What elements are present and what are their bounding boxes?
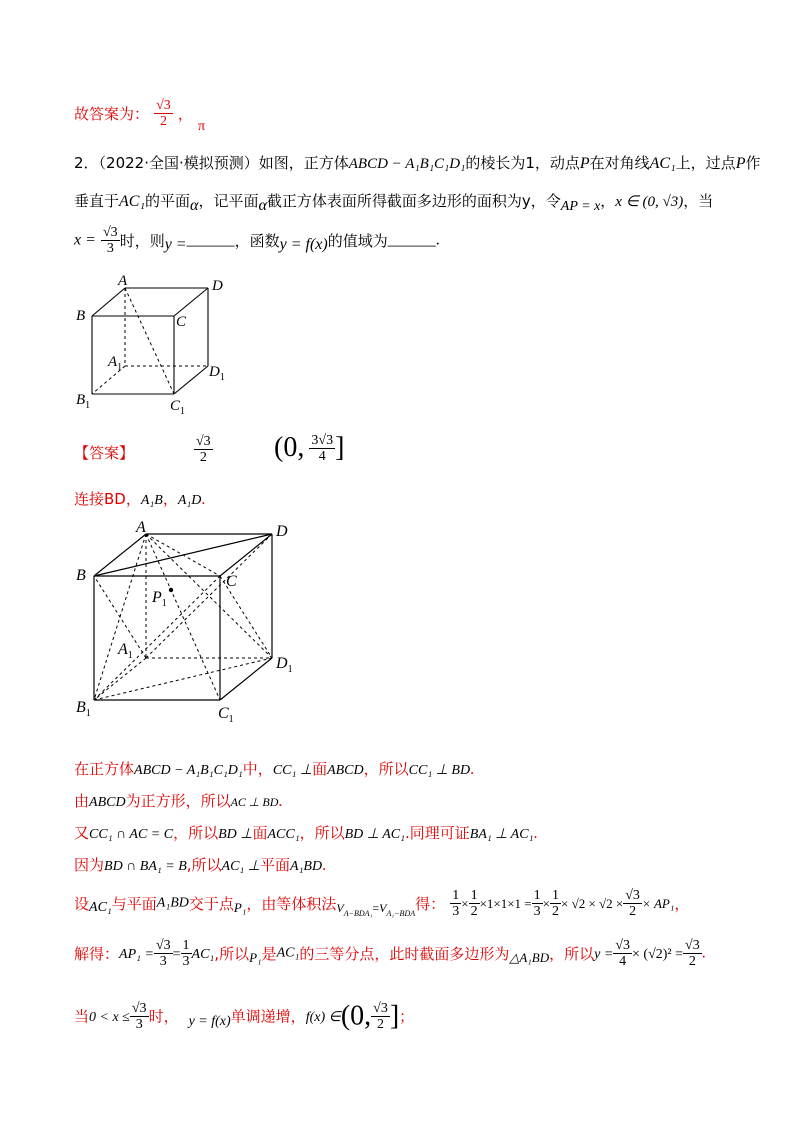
label-B1: $B_1$ [76,699,91,719]
label-C1: $C_1$ [218,705,234,725]
solution-line-7: 当0 < x ≤ $\frac{√3}{3}$ 时， y = f(x)单调递增，f(x) ∈(0, $\frac{√3}{2}$ ]； [74,1000,415,1032]
problem-line-1: 2．（2022·全国·模拟预测）如图，正方体ABCD − A₁B₁C₁D₁的棱长为1，动点P在对角线AC₁上，过点P作 [74,154,761,172]
solution-line-5: 设AC₁与平面A₁BD交于点$_{P_1}$，由等体积法$V_{A-BDA_1}=V_{A_1-BDA}$得： $\frac{1}{3}$ × $\frac{1}{2}$ ×1×1×1 = $\frac{1}{3}$ × $\frac{1}{2}$ × √2 × √2 × $\frac{√3}{2}$ × AP₁， [74,888,690,919]
answer-recap-prefix: 故答案为： [74,105,150,123]
solution-line-3: 又CC₁ ∩ AC = C，所以BD ⊥面ACC₁，所以BD ⊥ AC₁.同理可证BA₁ ⊥ AC₁. [74,824,538,842]
solution-line-4: 因为BD ∩ BA₁ = B,所以AC₁ ⊥平面A₁BD. [74,856,327,874]
volume-computation: $\frac{1}{3}$ × $\frac{1}{2}$ ×1×1×1 = $\frac{1}{3}$ × $\frac{1}{2}$ × √2 × √2 × $\frac{√3}{2}$ × AP₁ [452,888,675,919]
edge-CD [174,288,208,316]
label-A: A [118,273,128,289]
label-D: D [212,278,223,294]
edge-AB [92,288,125,316]
answer-line [74,432,374,472]
label-A: A [136,519,146,536]
cube-figure-2 [70,518,310,728]
answer-recap-fraction: $\frac{√3}{2}$ [156,98,171,129]
label-B1: $B_1$ [76,392,91,411]
solution-line-6: 解得：AP₁ = $\frac{√3}{3}$ = $\frac{1}{3}$ AC₁,所以$_{P_1}$是AC₁的三等分点，此时截面多边形为$_{\triangle A_1BD}$，所以y = $\frac{√3}{4}$ × (√2)² = $\frac{√3}{2}$ . [74,938,706,969]
label-D1: $D_1$ [276,655,293,675]
label-P1: $P_1$ [152,589,167,609]
diagonal-AC1 [125,288,174,394]
volume-equation: $V_{A-BDA_1}=V_{A_1-BDA}$ [336,900,416,919]
label-C: C [226,573,237,590]
edge-C1D1 [174,366,208,394]
problem-line-3: x = $\frac{√3}{3}$ 时，则y =______，函数y = f(x)的值域为______. [74,225,440,256]
segment-AB1 [94,534,146,700]
point-P1 [169,588,173,592]
cube-figure-1 [70,272,240,417]
solution-line-2: 由ABCD为正方形，所以AC ⊥ BD. [74,792,283,810]
connect-line: 连接BD，A₁B，A₁D. [74,490,206,508]
answer-recap-line: 故答案为： $\frac{√3}{2}$ ， π [74,98,206,134]
label-C1: $C_1$ [170,398,186,417]
segment-AC [146,534,220,576]
label-D1: $D_1$ [209,364,225,383]
label-D: D [276,523,288,540]
label-A1: $A_1$ [118,641,133,661]
answer-1-fraction: $\frac{√3}{2}$ [196,434,211,465]
problem-x-fraction: $\frac{√3}{3}$ [103,225,118,256]
diagonal-AC1 [146,534,220,700]
answer-label: 【答案】 [74,444,135,462]
answer-2-interval: (0, $\frac{3√3}{4}$ ] [274,432,345,464]
answer-recap-pi: π [198,119,206,134]
answer-blank-1: ______ [186,231,235,249]
label-C: C [176,314,187,330]
problem-line-2: 垂直于AC₁的平面α，记平面α截正方体表面所得截面多边形的面积为y，令AP = x，x ∈ (0, √3)，当 [74,192,714,214]
answer-blank-2: ______ [387,231,436,249]
label-B: B [76,567,86,584]
label-A1: $A_1$ [108,354,123,373]
solution-line-1: 在正方体ABCD − A₁B₁C₁D₁中，CC₁ ⊥面ABCD，所以CC₁ ⊥ BD. [74,760,475,778]
label-B: B [76,308,86,324]
